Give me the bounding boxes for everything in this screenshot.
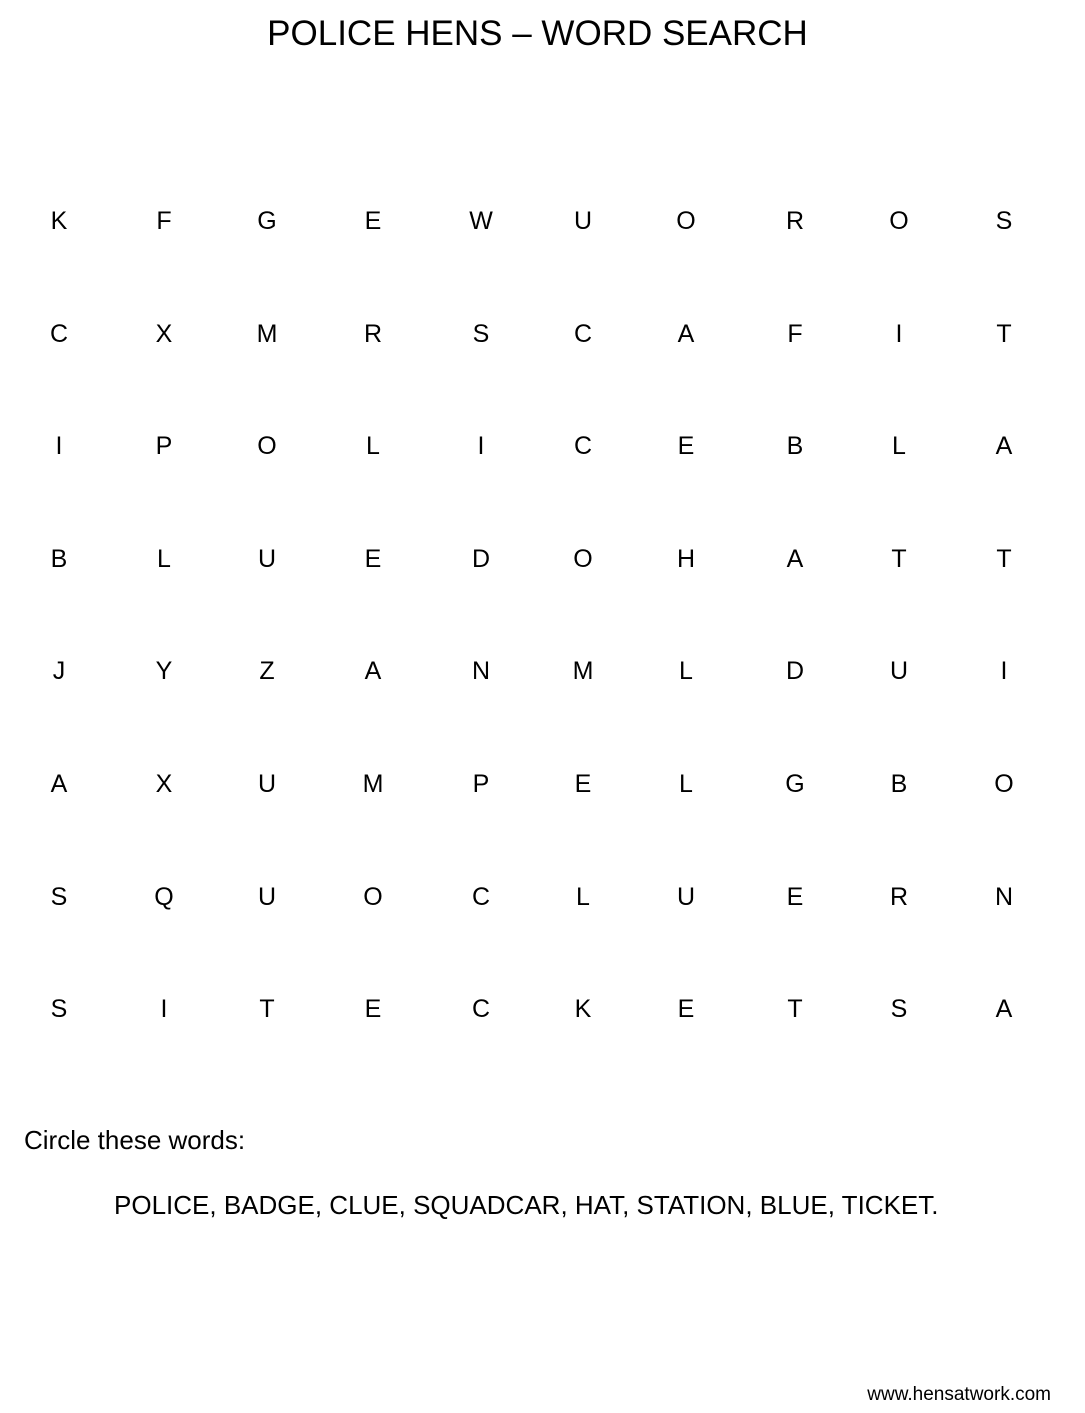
grid-letter: O (889, 207, 909, 235)
grid-letter: E (786, 883, 804, 911)
grid-letter: R (363, 320, 383, 348)
grid-letter: K (50, 207, 68, 235)
grid-letter: T (996, 545, 1012, 573)
grid-letter: G (257, 207, 277, 235)
grid-letter: U (889, 657, 909, 685)
grid-letter: Q (154, 883, 174, 911)
grid-letter: C (49, 320, 69, 348)
grid-letter: L (892, 432, 906, 460)
word-list: POLICE, BADGE, CLUE, SQUADCAR, HAT, STATION, BLUE, TICKET. (114, 1190, 939, 1220)
grid-letter: P (155, 432, 173, 460)
grid-letter: T (996, 320, 1012, 348)
grid-letter: R (785, 207, 805, 235)
grid-letter: T (891, 545, 907, 573)
grid-letter: E (364, 207, 382, 235)
grid-letter: F (787, 320, 803, 348)
grid-letter: D (471, 545, 491, 573)
page-title: POLICE HENS – WORD SEARCH (267, 14, 808, 53)
grid-letter: I (55, 432, 63, 460)
grid-letter: T (787, 995, 803, 1023)
grid-letter: Y (155, 657, 173, 685)
grid-letter: N (994, 883, 1014, 911)
grid-letter: C (471, 883, 491, 911)
grid-letter: U (573, 207, 593, 235)
grid-letter: E (364, 995, 382, 1023)
grid-letter: U (257, 545, 277, 573)
grid-letter: C (573, 432, 593, 460)
grid-letter: F (156, 207, 172, 235)
grid-letter: I (1000, 657, 1008, 685)
footer-url: www.hensatwork.com (867, 1384, 1051, 1405)
grid-letter: A (364, 657, 382, 685)
grid-letter: L (679, 657, 693, 685)
grid-letter: I (895, 320, 903, 348)
grid-letter: X (155, 320, 173, 348)
grid-letter: S (995, 207, 1013, 235)
grid-letter: I (477, 432, 485, 460)
grid-letter: D (785, 657, 805, 685)
grid-letter: X (155, 770, 173, 798)
grid-letter: S (50, 883, 68, 911)
grid-letter: O (573, 545, 593, 573)
grid-letter: C (573, 320, 593, 348)
grid-letter: M (256, 320, 278, 348)
grid-letter: L (366, 432, 380, 460)
grid-letter: B (50, 545, 68, 573)
grid-letter: T (259, 995, 275, 1023)
grid-letter: O (994, 770, 1014, 798)
grid-letter: E (677, 995, 695, 1023)
grid-letter: A (677, 320, 695, 348)
grid-letter: G (785, 770, 805, 798)
grid-letter: U (257, 770, 277, 798)
grid-letter: E (364, 545, 382, 573)
grid-letter: A (786, 545, 804, 573)
grid-letter: E (574, 770, 592, 798)
instructions-text: Circle these words: (24, 1125, 246, 1155)
grid-letter: L (157, 545, 171, 573)
grid-letter: B (890, 770, 908, 798)
grid-letter: A (995, 995, 1013, 1023)
grid-letter: L (679, 770, 693, 798)
grid-letter: O (676, 207, 696, 235)
grid-letter: A (50, 770, 68, 798)
grid-letter: M (362, 770, 384, 798)
grid-letter: B (786, 432, 804, 460)
grid-letter: M (572, 657, 594, 685)
grid-letter: Z (259, 657, 275, 685)
grid-letter: S (472, 320, 490, 348)
grid-letter: U (257, 883, 277, 911)
grid-letter: P (472, 770, 490, 798)
grid-letter: S (890, 995, 908, 1023)
grid-letter: U (676, 883, 696, 911)
grid-letter: W (469, 207, 493, 235)
grid-letter: L (576, 883, 590, 911)
grid-letter: S (50, 995, 68, 1023)
grid-letter: C (471, 995, 491, 1023)
grid-letter: R (889, 883, 909, 911)
grid-letter: N (471, 657, 491, 685)
grid-letter: O (257, 432, 277, 460)
grid-letter: A (995, 432, 1013, 460)
grid-letter: O (363, 883, 383, 911)
grid-letter: I (160, 995, 168, 1023)
grid-letter: H (676, 545, 696, 573)
grid-letter: E (677, 432, 695, 460)
grid-letter: J (52, 657, 66, 685)
grid-letter: K (574, 995, 592, 1023)
